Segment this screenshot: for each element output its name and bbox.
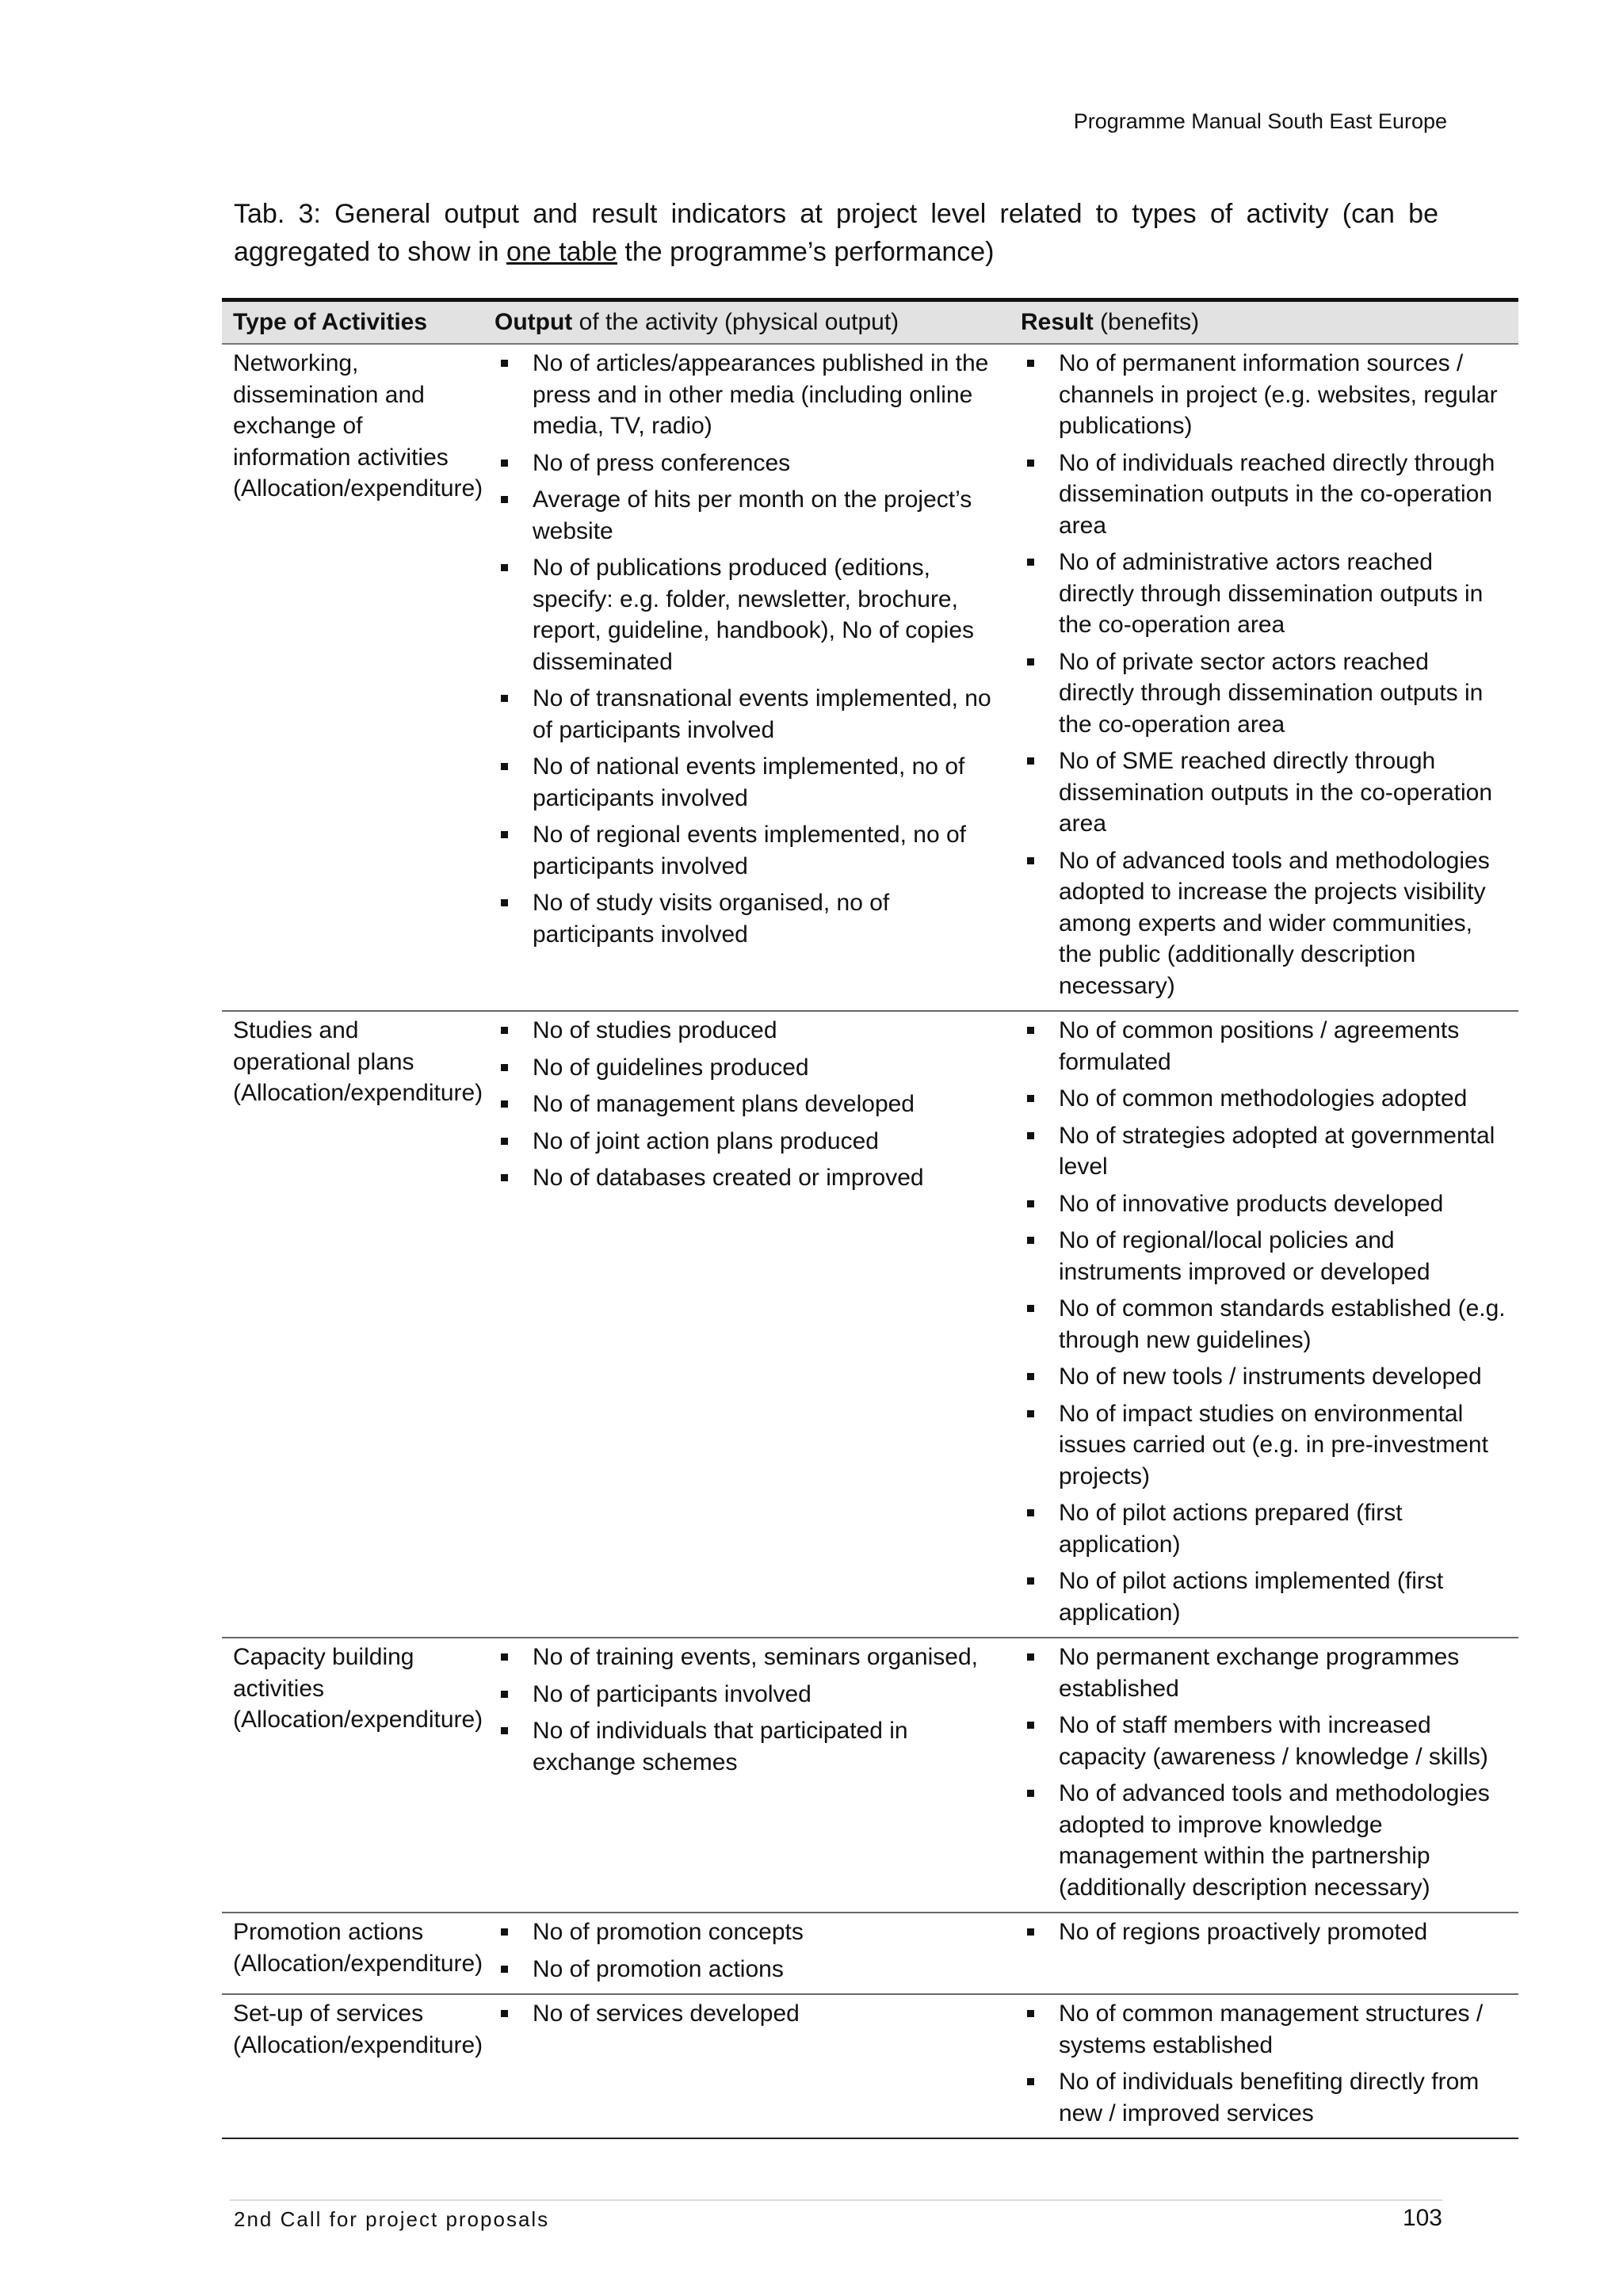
result-indicator-item: No of pilot actions prepared (first application) [1021, 1497, 1510, 1560]
activity-type-cell: Networking, dissemination and exchange of information activities (Allocation/expenditure) [222, 344, 483, 1011]
result-indicator-item: No of administrative actors reached directly through dissemination outputs in the co-operation area [1021, 547, 1510, 641]
table-row [222, 1011, 1518, 1638]
output-indicator-item: No of regional events implemented, no of participants involved [495, 819, 1002, 882]
result-cell [1010, 1638, 1518, 1913]
output-indicator-item: Average of hits per month on the project’s website [495, 484, 1002, 547]
result-indicator-list [1021, 1917, 1510, 1948]
result-indicator-item: No permanent exchange programmes established [1021, 1642, 1510, 1704]
output-indicator-item: No of publications produced (editions, specify: e.g. folder, newsletter, brochure, report, guideline, handbook), No of copies disseminated [495, 552, 1002, 677]
result-indicator-item: No of strategies adopted at governmental level [1021, 1120, 1510, 1183]
result-indicator-list [1021, 348, 1510, 1001]
result-indicator-item: No of permanent information sources / channels in project (e.g. websites, regular publications) [1021, 348, 1510, 442]
table-row [222, 1913, 1518, 1994]
table-caption [234, 195, 1438, 271]
result-indicator-item: No of advanced tools and methodologies adopted to improve knowledge management within the partnership (additionally description necessary) [1021, 1778, 1510, 1903]
output-indicator-item: No of studies produced [495, 1015, 1002, 1047]
header-type-of-activities: Type of Activities [222, 300, 483, 345]
activity-type-cell: Capacity building activities (Allocation/expenditure) [222, 1638, 483, 1913]
output-indicator-item: No of services developed [495, 1998, 1002, 2030]
table-row [222, 344, 1518, 1011]
result-indicator-item: No of common positions / agreements formulated [1021, 1015, 1510, 1077]
result-indicator-item: No of individuals benefiting directly from new / improved services [1021, 2066, 1510, 2129]
header-result: Result (benefits) [1010, 300, 1518, 345]
output-indicator-item: No of promotion concepts [495, 1917, 1002, 1948]
output-indicator-item: No of promotion actions [495, 1954, 1002, 1985]
header-output: Output of the activity (physical output) [483, 300, 1010, 345]
output-indicator-item: No of press conferences [495, 448, 1002, 479]
result-indicator-item: No of common methodologies adopted [1021, 1083, 1510, 1115]
output-indicator-list [495, 348, 1002, 950]
output-cell [483, 1994, 1010, 2138]
result-indicator-item: No of common management structures / systems established [1021, 1998, 1510, 2061]
output-indicator-item: No of study visits organised, no of participants involved [495, 887, 1002, 950]
running-header: Programme Manual South East Europe [1073, 109, 1447, 133]
result-indicator-list [1021, 1642, 1510, 1903]
result-indicator-item: No of regional/local policies and instruments improved or developed [1021, 1225, 1510, 1287]
table-body [222, 344, 1518, 2138]
footer-call-title: 2nd Call for project proposals [234, 2207, 550, 2231]
result-indicator-item: No of regions proactively promoted [1021, 1917, 1510, 1948]
table-row [222, 1994, 1518, 2138]
output-indicator-list [495, 1015, 1002, 1194]
output-indicator-list [495, 1642, 1002, 1778]
result-indicator-item: No of impact studies on environmental issues carried out (e.g. in pre-investment projects) [1021, 1398, 1510, 1493]
result-indicator-item: No of individuals reached directly through dissemination outputs in the co-operation area [1021, 448, 1510, 542]
table-header-row [222, 300, 1518, 345]
activity-type-cell: Promotion actions (Allocation/expenditure) [222, 1913, 483, 1994]
activity-type-cell: Set-up of services (Allocation/expenditure) [222, 1994, 483, 2138]
output-cell [483, 1913, 1010, 1994]
output-indicator-list [495, 1998, 1002, 2030]
output-indicator-item: No of participants involved [495, 1679, 1002, 1711]
result-indicator-item: No of staff members with increased capacity (awareness / knowledge / skills) [1021, 1710, 1510, 1772]
output-indicator-item: No of transnational events implemented, no of participants involved [495, 683, 1002, 746]
output-indicator-item: No of guidelines produced [495, 1052, 1002, 1084]
result-cell [1010, 1011, 1518, 1638]
output-indicator-item: No of databases created or improved [495, 1162, 1002, 1194]
result-indicator-item: No of private sector actors reached directly through dissemination outputs in the co-operation area [1021, 646, 1510, 741]
caption-underlined-text: one table [506, 237, 617, 267]
result-indicator-list [1021, 1998, 1510, 2129]
result-cell [1010, 1913, 1518, 1994]
result-indicator-item: No of advanced tools and methodologies adopted to increase the projects visibility among experts and wider communities, the public (additionally description necessary) [1021, 845, 1510, 1002]
result-indicator-list [1021, 1015, 1510, 1628]
output-indicator-item: No of articles/appearances published in the press and in other media (including online media, TV, radio) [495, 348, 1002, 442]
output-indicator-item: No of individuals that participated in exchange schemes [495, 1715, 1002, 1778]
caption-text-start: Tab. 3: General output and result indicators at project level related to types of activity (can be aggregated to show in [234, 199, 1438, 267]
output-indicator-item: No of joint action plans produced [495, 1126, 1002, 1158]
result-indicator-item: No of SME reached directly through dissemination outputs in the co-operation area [1021, 746, 1510, 840]
output-cell [483, 344, 1010, 1011]
result-indicator-item: No of common standards established (e.g. through new guidelines) [1021, 1293, 1510, 1356]
footer-divider [230, 2199, 1442, 2201]
caption-text-end: the programme’s performance) [617, 237, 995, 267]
output-cell [483, 1638, 1010, 1913]
page-number: 103 [1402, 2205, 1442, 2231]
output-indicator-item: No of training events, seminars organised, [495, 1642, 1002, 1673]
result-indicator-item: No of pilot actions implemented (first application) [1021, 1566, 1510, 1628]
result-cell [1010, 1994, 1518, 2138]
output-cell [483, 1011, 1010, 1638]
output-indicator-item: No of national events implemented, no of participants involved [495, 751, 1002, 814]
result-indicator-item: No of innovative products developed [1021, 1188, 1510, 1220]
table-row [222, 1638, 1518, 1913]
output-indicator-item: No of management plans developed [495, 1089, 1002, 1120]
output-indicator-list [495, 1917, 1002, 1985]
result-indicator-item: No of new tools / instruments developed [1021, 1361, 1510, 1393]
activity-type-cell: Studies and operational plans (Allocation/expenditure) [222, 1011, 483, 1638]
result-cell [1010, 344, 1518, 1011]
indicators-table [222, 298, 1518, 2139]
